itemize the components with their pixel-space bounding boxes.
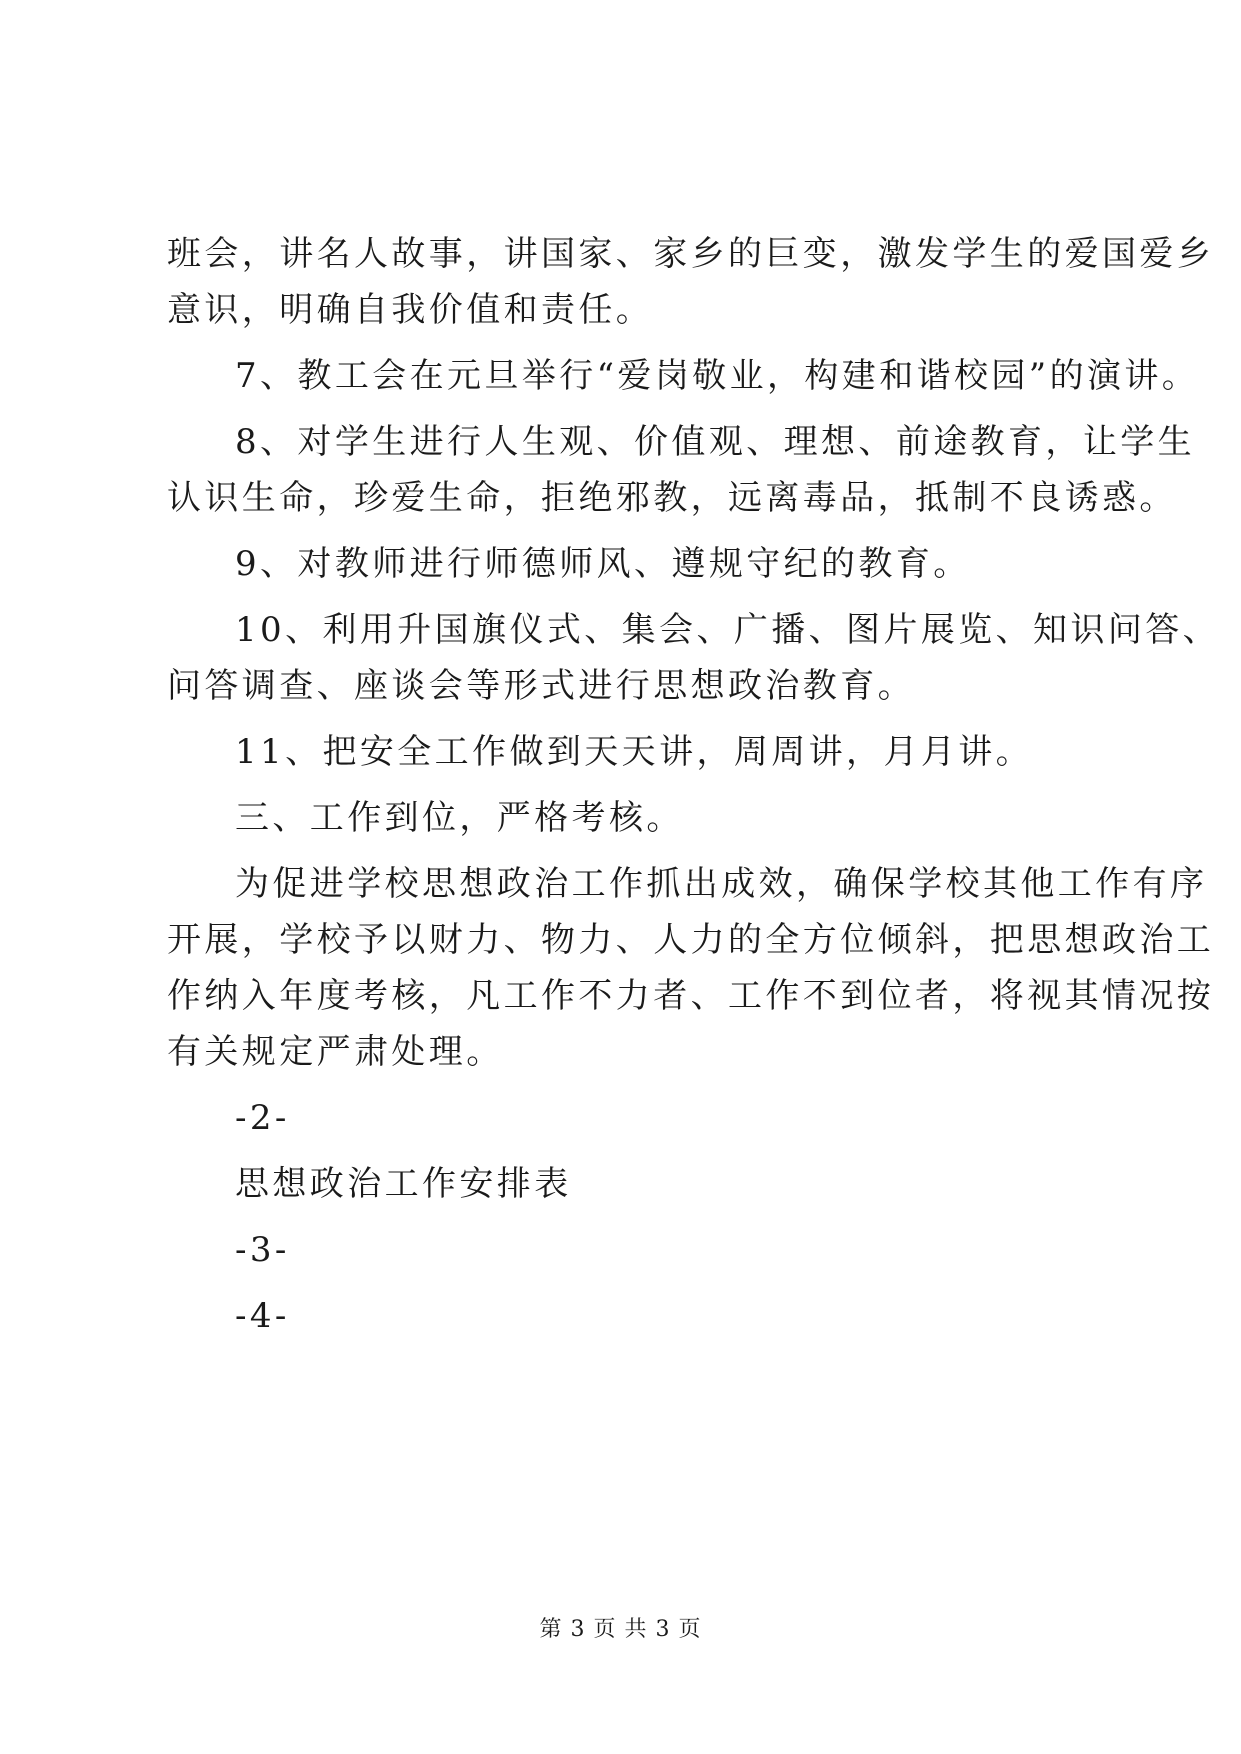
text-line: -2- bbox=[235, 1098, 290, 1138]
text-line: 有关规定严肃处理。 bbox=[167, 1032, 504, 1072]
text-line: 意识，明确自我价值和责任。 bbox=[167, 290, 654, 330]
text-line: 开展，学校予以财力、物力、人力的全方位倾斜，把思想政治工 bbox=[167, 920, 1215, 960]
text-line: 8、对学生进行人生观、价值观、理想、前途教育，让学生 bbox=[235, 422, 1196, 462]
text-line: 思想政治工作安排表 bbox=[235, 1164, 572, 1204]
document-body bbox=[167, 226, 1221, 1344]
text-line: 班会，讲名人故事，讲国家、家乡的巨变，激发学生的爱国爱乡 bbox=[167, 234, 1215, 274]
paragraph-item-7 bbox=[167, 348, 1200, 404]
text-line: 三、工作到位，严格考核。 bbox=[235, 798, 684, 838]
page-footer bbox=[0, 1612, 1241, 1643]
text-line: 9、对教师进行师德师风、遵规守纪的教育。 bbox=[235, 544, 971, 584]
page-marker bbox=[167, 1288, 1087, 1344]
page-marker bbox=[167, 1222, 1087, 1278]
page-number-label: 第 3 页 共 3 页 bbox=[539, 1617, 702, 1642]
paragraph-continuation bbox=[167, 226, 1215, 338]
text-line: -4- bbox=[235, 1296, 290, 1336]
page-marker bbox=[167, 1090, 1087, 1146]
paragraph-body bbox=[167, 856, 1215, 1080]
table-title bbox=[167, 1156, 1087, 1212]
section-heading bbox=[167, 790, 1087, 846]
text-line: 7、教工会在元旦举行“爱岗敬业，构建和谐校园”的演讲。 bbox=[235, 356, 1200, 396]
text-line: 11、把安全工作做到天天讲，周周讲，月月讲。 bbox=[235, 732, 1034, 772]
text-line: 问答调查、座谈会等形式进行思想政治教育。 bbox=[167, 666, 915, 706]
text-line: 为促进学校思想政治工作抓出成效，确保学校其他工作有序 bbox=[235, 864, 1208, 904]
text-line: 认识生命，珍爱生命，拒绝邪教，远离毒品，抵制不良诱惑。 bbox=[167, 478, 1177, 518]
paragraph-item-8 bbox=[167, 414, 1196, 526]
text-line: -3- bbox=[235, 1230, 290, 1270]
text-line: 作纳入年度考核，凡工作不力者、工作不到位者，将视其情况按 bbox=[167, 976, 1215, 1016]
paragraph-item-11 bbox=[167, 724, 1087, 780]
text-line: 10、利用升国旗仪式、集会、广播、图片展览、知识问答、 bbox=[235, 610, 1221, 650]
paragraph-item-10 bbox=[167, 602, 1221, 714]
paragraph-item-9 bbox=[167, 536, 1087, 592]
